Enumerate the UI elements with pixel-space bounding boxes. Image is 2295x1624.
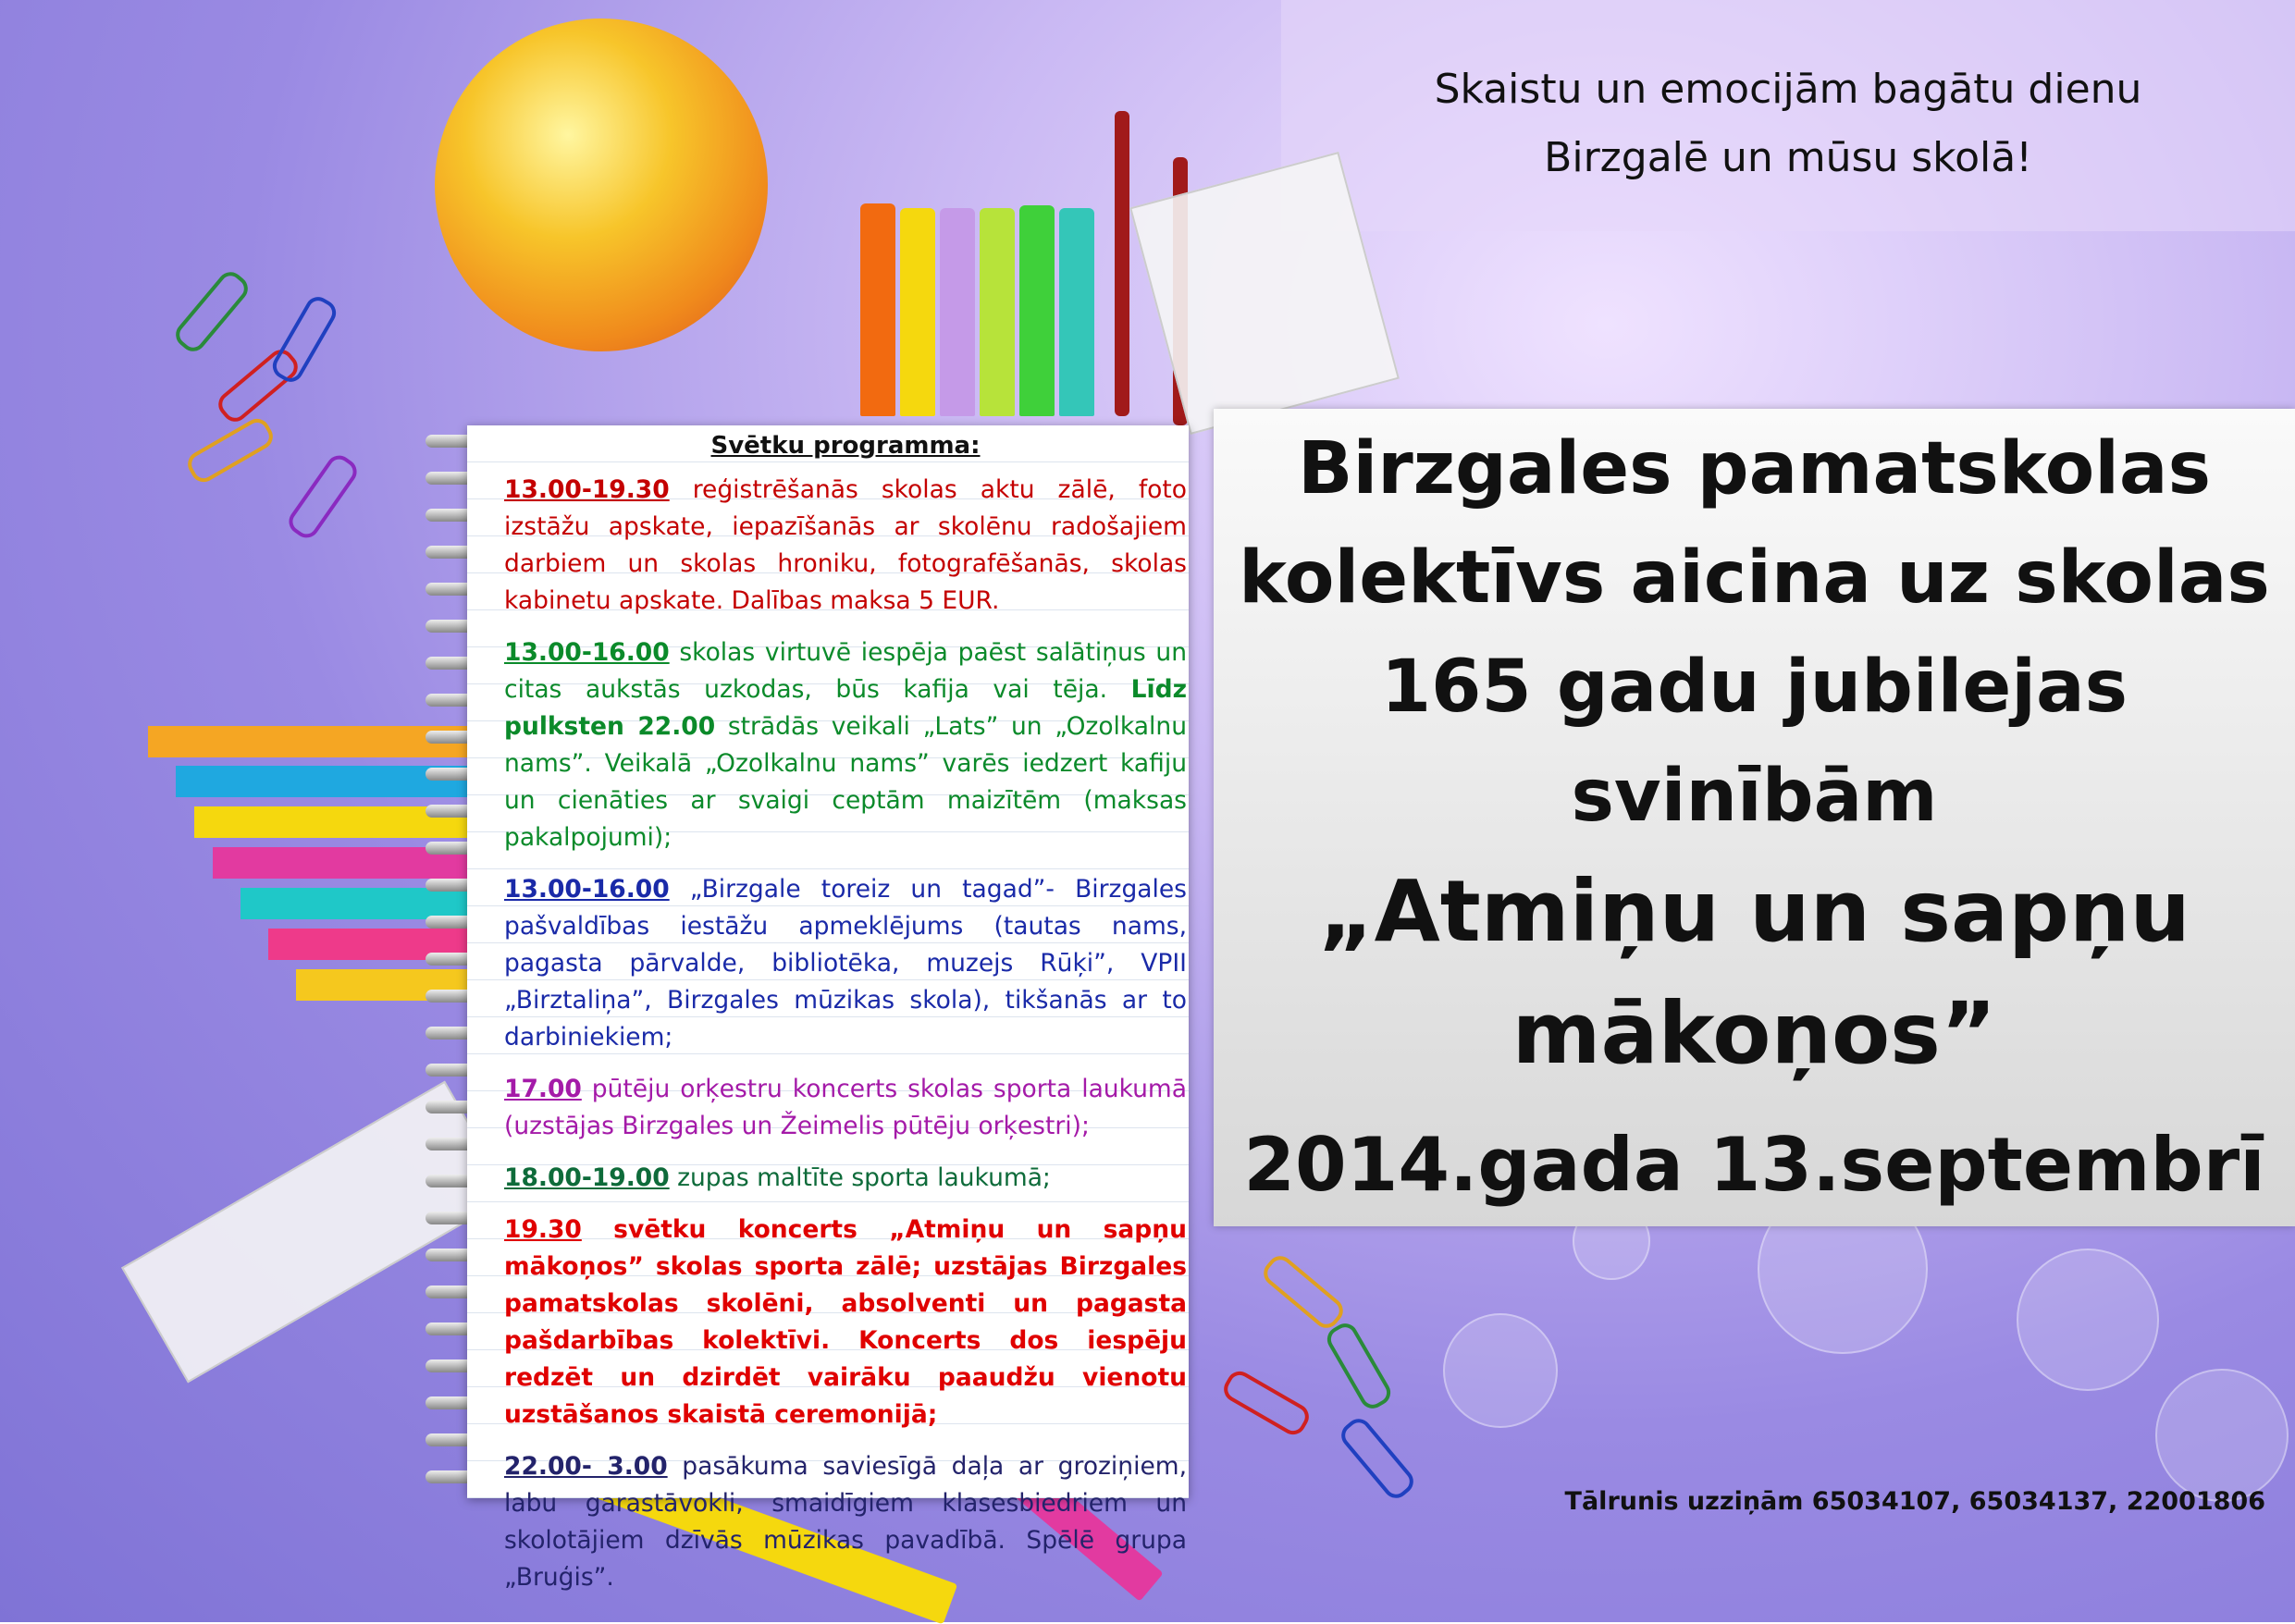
program-text: svētku koncerts „Atmiņu un sapņu mākoņos” skolas sporta zālē; uzstājas Birzgales pamatskolas skolēni, absolventi un pagasta pašdarbības kolektīvi. Koncerts dos iespēju redzēt un dzirdēt vairāku paaudžu vienotu uzstāšanos skaistā ceremonijā; (504, 1215, 1187, 1429)
headline-line: Birzgales pamatskolas (1298, 427, 2211, 511)
program-text: pasākuma saviesīgā daļa ar groziņiem, labu garastāvokli, smaidīgiem klasesbiedriem un skolotājiem dzīvās mūzikas pavadībā. Spēlē grupa „Bruģis”. (504, 1452, 1187, 1592)
paintbrush-icon (1115, 111, 1129, 416)
crayon-icon (980, 208, 1015, 416)
contact-phone: Tālrunis uzziņām 65034107, 65034137, 22001806 (1564, 1487, 2265, 1516)
program-time: 18.00-19.00 (504, 1163, 670, 1192)
program-item (504, 634, 1187, 856)
program-item (504, 472, 1187, 620)
headline-line: 165 gadu jubilejas svinībām (1380, 646, 2128, 838)
program-text: strādās veikali „Lats” un „Ozolkalnu nams”. Veikalā „Ozolkalnu nams” varēs iedzert kafiju un cienāties ar svaigi ceptām maizītēm (maksas pakalpojumi); (504, 712, 1187, 852)
program-text: zupas maltīte sporta laukumā; (669, 1163, 1051, 1192)
program-text: skolas virtuvē iespēja paēst salātiņus un citas aukstās uzkodas, būs kafija vai tēja. (504, 638, 1187, 704)
program-time: 13.00-19.30 (504, 475, 670, 504)
program-text: pūtēju orķestru koncerts skolas sporta laukumā (uzstājas Birzgales un Žeimelis pūtēju orķestri); (504, 1075, 1187, 1140)
apple-image (435, 18, 768, 351)
program-item (504, 871, 1187, 1056)
program-item (504, 1448, 1187, 1596)
crayon-icon (1059, 208, 1094, 416)
greeting-line: Skaistu un emocijām bagātu dienu (1434, 66, 2142, 113)
bokeh-circle (2155, 1369, 2289, 1502)
program-item (504, 1212, 1187, 1433)
greeting-text (1281, 55, 2295, 192)
program-time: 22.00- 3.00 (504, 1452, 668, 1481)
crayon-icon (900, 208, 935, 416)
program-title: Svētku programma: (710, 432, 981, 460)
bokeh-circle (2017, 1249, 2159, 1391)
pencil-icon (148, 726, 472, 757)
greeting-line: Birzgalē un mūsu skolā! (1544, 134, 2032, 181)
program-time: 19.30 (504, 1215, 582, 1244)
program-time: 13.00-16.00 (504, 638, 670, 667)
crayon-icon (860, 203, 895, 416)
event-date: 2014.gada 13.septembrī (1243, 1122, 2265, 1208)
crayon-icon (1019, 205, 1055, 416)
program-time: 13.00-16.00 (504, 875, 670, 904)
crayon-icon (940, 208, 975, 416)
program-list (504, 427, 1187, 1611)
invitation-text (1214, 414, 2295, 1230)
headline-line: kolektīvs aicina uz skolas (1239, 536, 2270, 620)
event-title: „Atmiņu un sapņu (1318, 862, 2190, 961)
program-text-bold: Līdz pulksten 22.00 (504, 675, 1187, 741)
event-title: mākoņos” (1511, 984, 1997, 1083)
program-text: „Birzgale toreiz un tagad”- Birzgales pašvaldības iestāžu apmeklējums (tautas nams, pagasta pārvalde, bibliotēka, muzejs Rūķi”, VPII „Birztaliņa”, Birzgales mūzikas skola), tikšanās ar to darbiniekiem; (504, 875, 1187, 1052)
program-item (504, 1071, 1187, 1145)
program-item (504, 1160, 1187, 1197)
bokeh-circle (1443, 1313, 1558, 1428)
program-time: 17.00 (504, 1075, 582, 1103)
program-text: reģistrēšanās skolas aktu zālē, foto izstāžu apskate, iepazīšanās ar skolēnu radošajiem darbiem un skolas hroniku, fotografēšanās, skolas kabinetu apskate. Dalības maksa 5 EUR. (504, 475, 1187, 615)
